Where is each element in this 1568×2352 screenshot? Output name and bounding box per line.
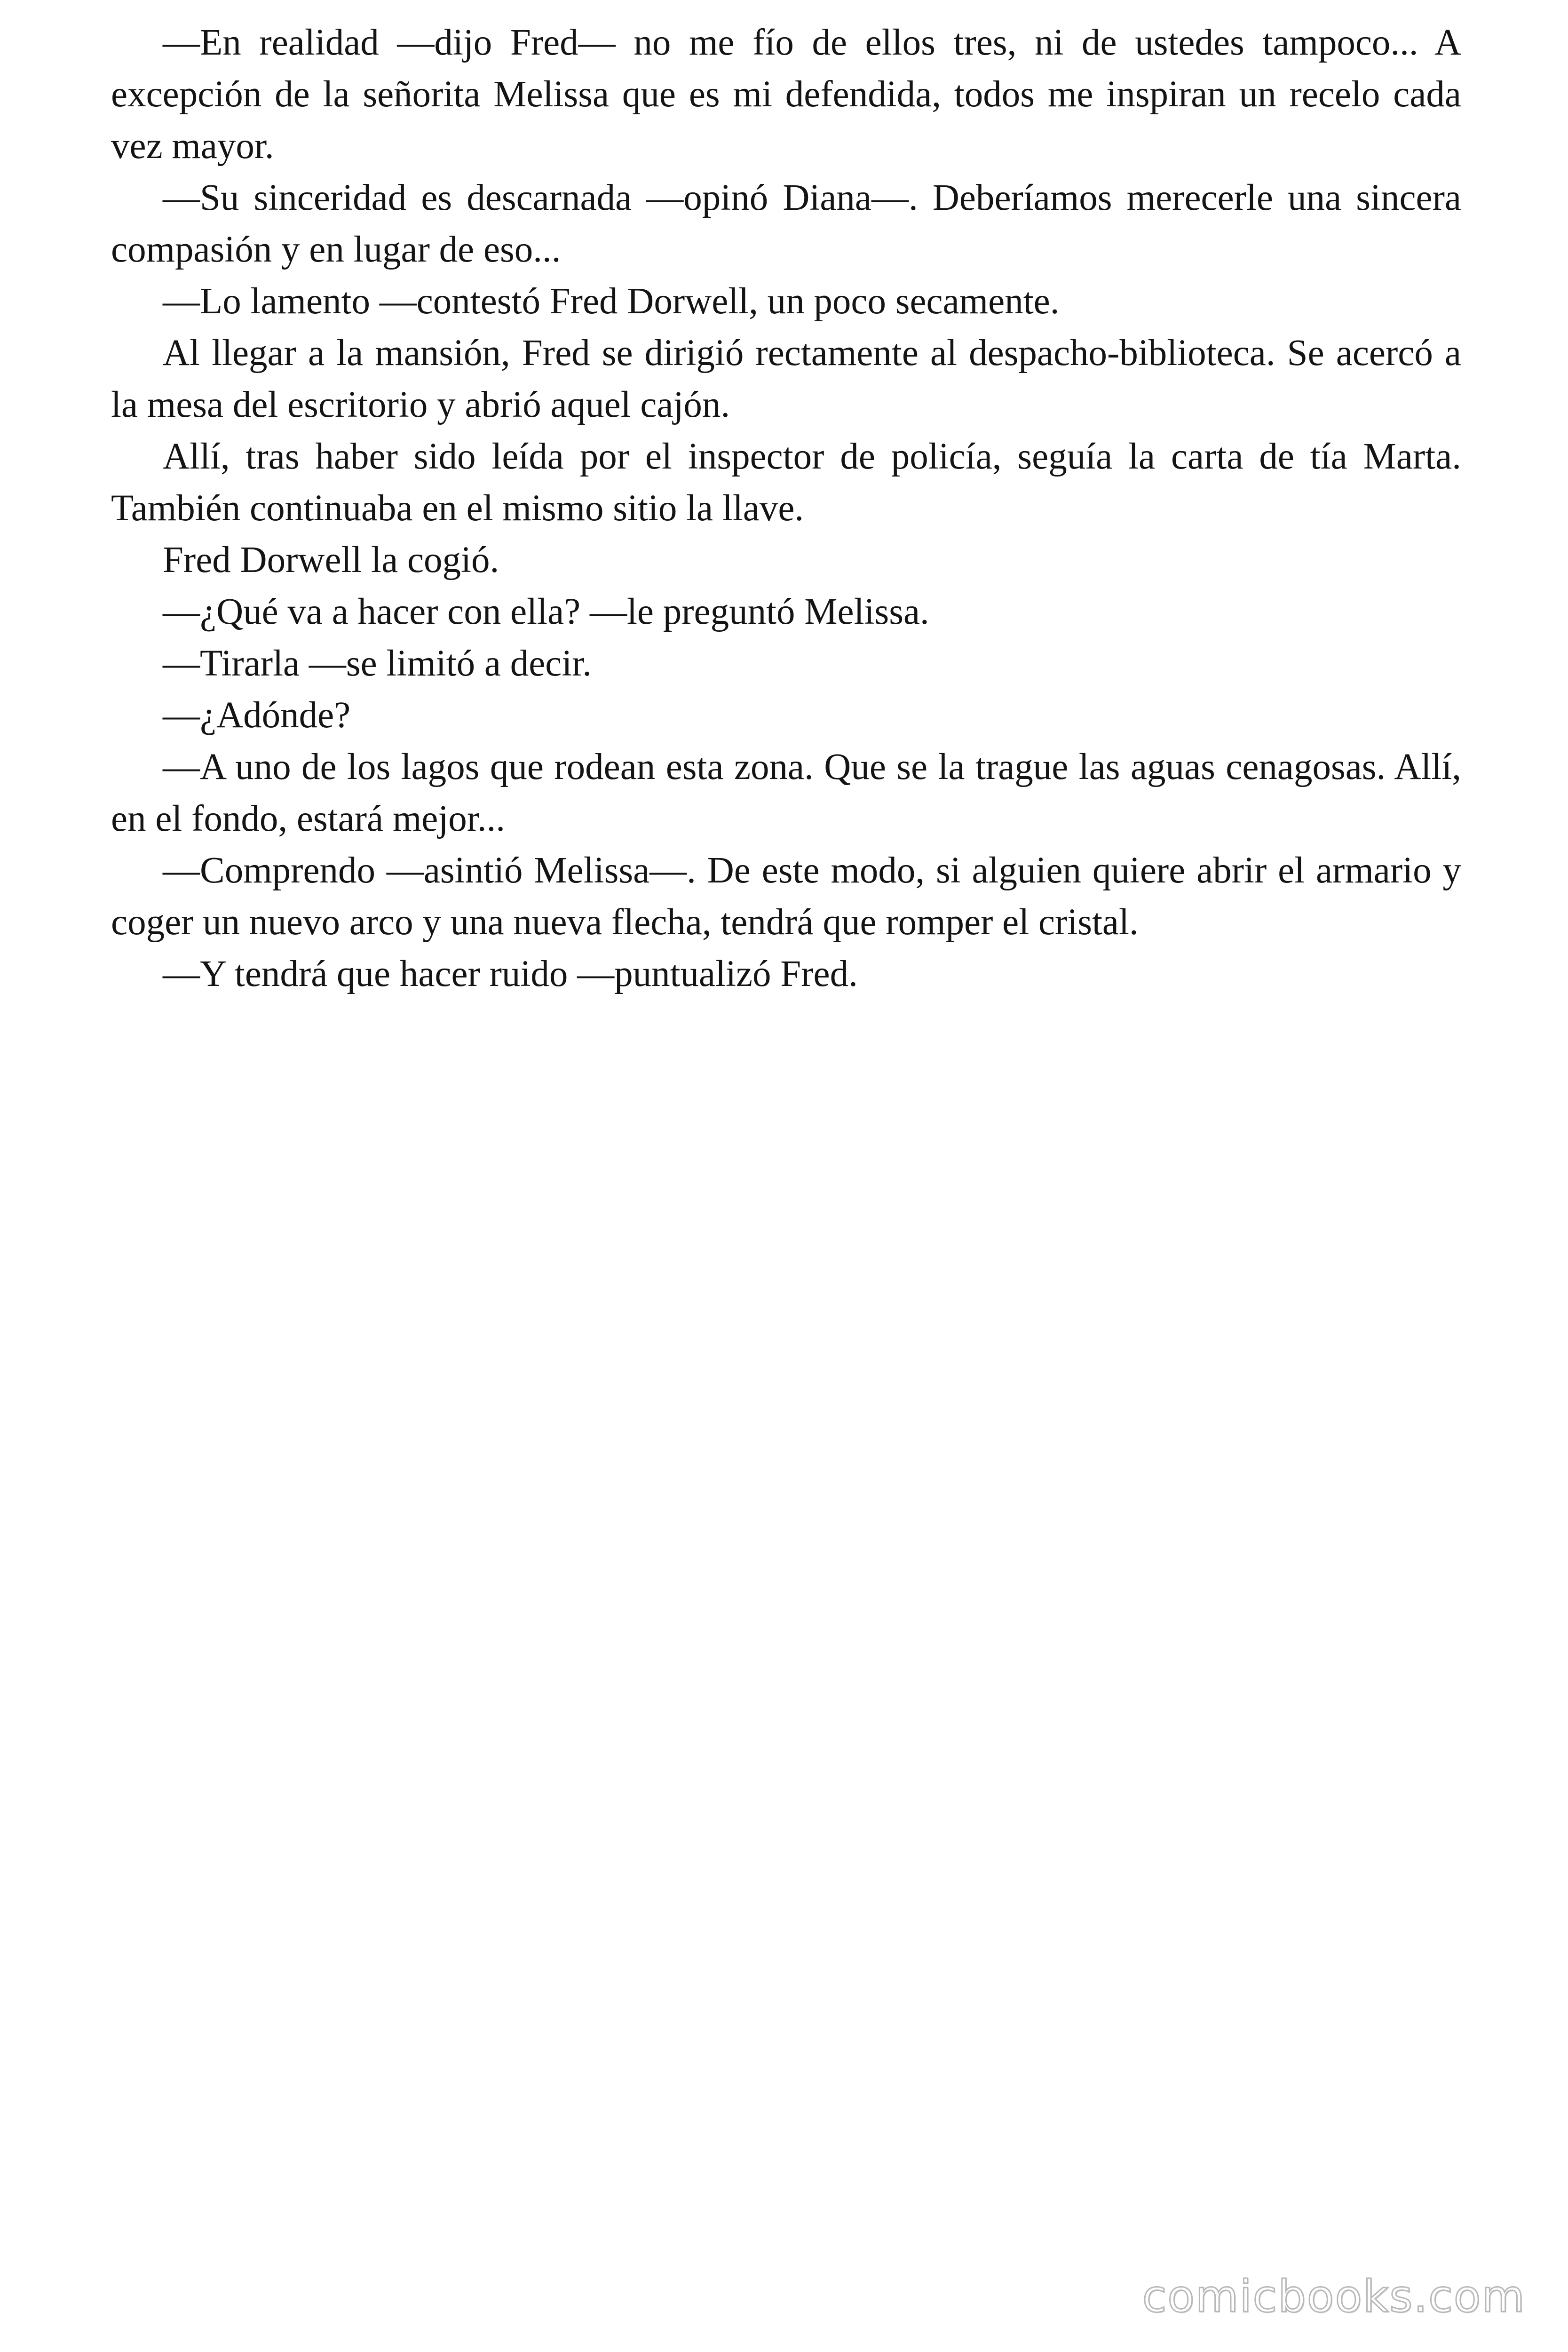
document-body	[111, 17, 1461, 1000]
paragraph: —Comprendo —asintió Melissa—. De este modo, si alguien quiere abrir el armario y coger un nuevo arco y una nueva flecha, tendrá que romper el cristal.	[111, 850, 1461, 943]
paragraph: —Tirarla —se limitó a decir.	[163, 643, 592, 684]
paragraph: —Y tendrá que hacer ruido —puntualizó Fred.	[163, 954, 858, 994]
paragraph: Allí, tras haber sido leída por el inspector de policía, seguía la carta de tía Marta. También continuaba en el mismo sitio la llave.	[111, 436, 1461, 529]
paragraph: —Lo lamento —contestó Fred Dorwell, un poco secamente.	[163, 281, 1060, 322]
paragraph: —A uno de los lagos que rodean esta zona. Que se la trague las aguas cenagosas. Allí, en el fondo, estará mejor...	[111, 747, 1461, 839]
paragraph: Fred Dorwell la cogió.	[163, 540, 499, 580]
paragraph: —¿Adónde?	[163, 695, 351, 736]
paragraph: Al llegar a la mansión, Fred se dirigió rectamente al despacho-biblioteca. Se acercó a la mesa del escritorio y abrió aquel cajón.	[111, 333, 1461, 425]
watermark: comicbooks.com	[1142, 2271, 1526, 2322]
paragraph: —¿Qué va a hacer con ella? —le preguntó Melissa.	[163, 591, 929, 632]
paragraph: —Su sinceridad es descarnada —opinó Diana—. Deberíamos merecerle una sincera compasión y en lugar de eso...	[111, 177, 1461, 270]
paragraph: —En realidad —dijo Fred— no me fío de ellos tres, ni de ustedes tampoco... A excepción de la señorita Melissa que es mi defendida, todos me inspiran un recelo cada vez mayor.	[111, 22, 1461, 167]
